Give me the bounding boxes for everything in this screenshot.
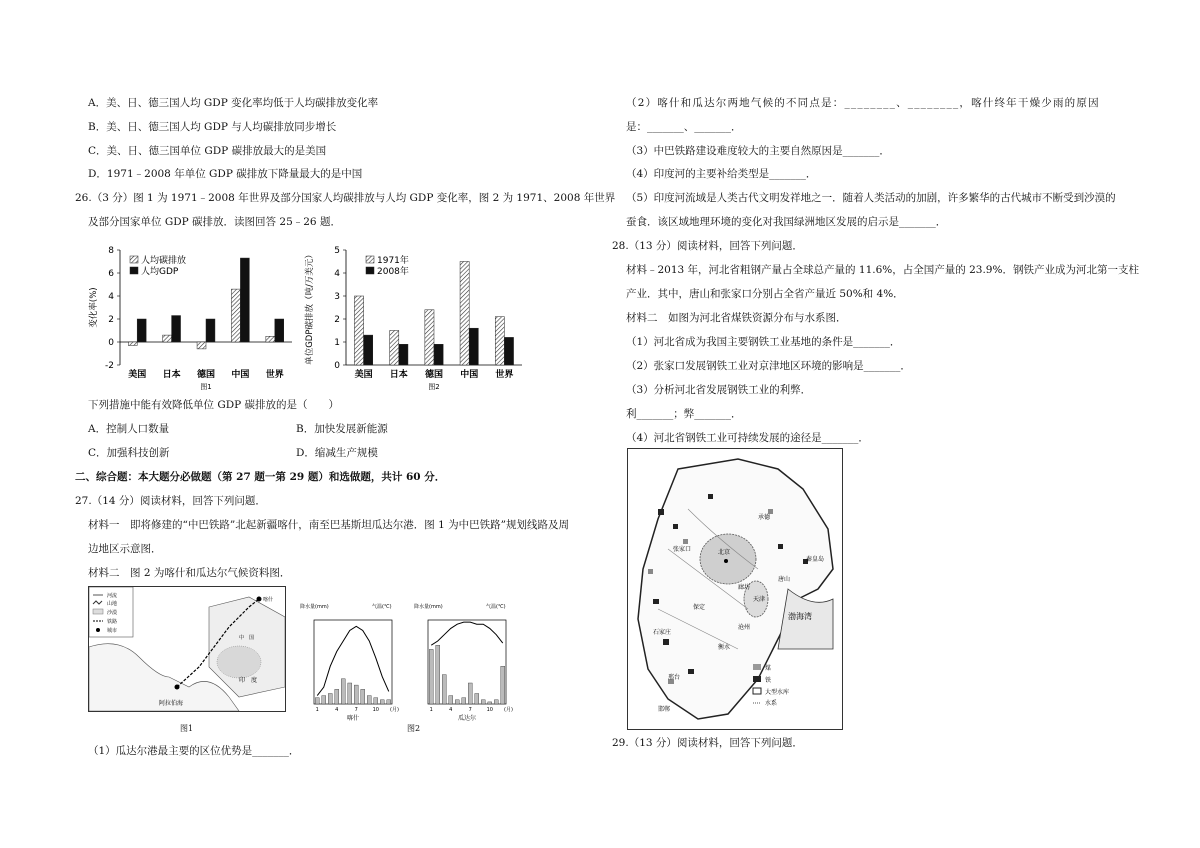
month-tick: 10 bbox=[486, 707, 493, 713]
legend-city: 城市 bbox=[107, 628, 118, 634]
climate-caption: 图2 bbox=[407, 724, 421, 733]
x-tick-label: 美国 bbox=[354, 370, 373, 380]
bar-1971年 bbox=[460, 262, 469, 366]
chart-caption: 图1 bbox=[200, 383, 212, 390]
bar-人均GDP bbox=[172, 316, 181, 342]
y-axis-label: 变化率(%) bbox=[89, 287, 99, 328]
y-tick-label: 2 bbox=[108, 315, 114, 325]
precip-bar bbox=[341, 679, 345, 704]
chart-caption: 图2 bbox=[428, 383, 440, 390]
precip-bar bbox=[315, 698, 319, 704]
precip-bar bbox=[374, 698, 378, 704]
q26-option-d: D．缩减生产规模 bbox=[296, 447, 378, 459]
legend-label: 2008年 bbox=[377, 267, 409, 277]
q28-material2: 材料二 如图为河北省煤铁资源分布与水系图． bbox=[626, 312, 847, 324]
legend-swatch bbox=[130, 256, 138, 263]
legend-label: 1971年 bbox=[377, 256, 409, 266]
hebei-map-drawing bbox=[628, 449, 842, 729]
q27-sub1: （1）瓜达尔港最主要的区位优势是_______． bbox=[88, 745, 300, 757]
legend-swatch bbox=[130, 267, 138, 274]
y-axis-label: 单位GDP碳排放（吨/万美元） bbox=[305, 250, 315, 365]
q25-option-c: C．美、日、德三国单位 GDP 碳排放最大的是美国 bbox=[88, 145, 327, 157]
q29-title: 29.（13 分）阅读材料，回答下列问题． bbox=[612, 737, 803, 749]
q25-option-d: D．1971﹣2008 年单位 GDP 碳排放下降量最大的是中国 bbox=[88, 168, 363, 180]
precip-bar bbox=[455, 700, 459, 704]
q28-sub3-answer: 利_______；弊_______． bbox=[626, 408, 742, 420]
x-tick-label: 中国 bbox=[231, 370, 250, 380]
precip-bar bbox=[468, 683, 472, 704]
q28-sub4: （4）河北省钢铁工业可持续发展的途径是_______． bbox=[626, 432, 869, 444]
q28-sub1: （1）河北省成为我国主要钢铁工业基地的条件是_______． bbox=[626, 336, 901, 348]
x-tick-label: 世界 bbox=[495, 370, 514, 380]
bar-人均碳排放 bbox=[197, 342, 206, 349]
x-tick-label: 美国 bbox=[128, 370, 147, 380]
month-tick: 1 bbox=[429, 707, 433, 713]
precip-bar bbox=[328, 694, 332, 705]
precip-bar bbox=[361, 689, 365, 704]
precip-bar bbox=[367, 696, 371, 704]
legend-label: 人均GDP bbox=[141, 267, 179, 277]
y-tick-label: 1 bbox=[334, 338, 340, 348]
map-label-cangzhou: 沧州 bbox=[738, 624, 751, 631]
legend-desert: 沙漠 bbox=[107, 610, 118, 616]
map-label-kashi: 喀什 bbox=[263, 597, 274, 603]
precip-bar bbox=[501, 666, 505, 704]
q25-option-a: A．美、日、德三国人均 GDP 变化率均低于人均碳排放变化率 bbox=[88, 97, 379, 109]
precip-bar bbox=[335, 689, 339, 704]
legend-swatch bbox=[366, 256, 374, 263]
map-label-chengde: 承德 bbox=[758, 514, 771, 521]
map-label-qinhuangdao: 秦皇岛 bbox=[806, 556, 825, 563]
map-label-tangshan: 唐山 bbox=[778, 576, 791, 583]
precip-bar bbox=[429, 649, 433, 704]
map-caption: 图1 bbox=[180, 724, 194, 733]
q26-option-b: B．加快发展新能源 bbox=[296, 423, 388, 435]
bar-人均碳排放 bbox=[163, 335, 172, 342]
precip-label: 降水量(mm) bbox=[300, 604, 329, 610]
bar-人均GDP bbox=[137, 319, 146, 342]
q28-title: 28.（13 分）阅读材料，回答下列问题． bbox=[612, 240, 803, 252]
precip-bar bbox=[348, 683, 352, 704]
map-label-sea: 阿拉伯海 bbox=[159, 700, 184, 707]
map-label-china: 中 国 bbox=[239, 635, 255, 641]
chart-1-carbon-gdp-change bbox=[86, 240, 296, 390]
legend-railway: 铁路 bbox=[107, 619, 118, 625]
y-tick-label: 4 bbox=[108, 292, 114, 302]
y-tick-label: 5 bbox=[334, 246, 340, 256]
q27-sub2-line1: （2）喀什和瓜达尔两地气候的不同点是：________、________，喀什终年干燥少雨的原因 bbox=[626, 97, 1100, 109]
month-tick: 4 bbox=[449, 707, 453, 713]
temp-label: 气温(℃) bbox=[372, 604, 392, 610]
precip-bar bbox=[322, 696, 326, 704]
q25-option-b: B．美、日、德三国人均 GDP 与人均碳排放同步增长 bbox=[88, 121, 337, 133]
y-tick-label: 6 bbox=[108, 269, 114, 279]
q28-material1-line2: 产业．其中，唐山和张家口分别占全省产量近 50%和 4%． bbox=[626, 288, 904, 300]
q26-stem-line2: 及部分国家单位 GDP 碳排放．读图回答 25﹣26 题． bbox=[88, 216, 341, 228]
precip-label: 降水量(mm) bbox=[414, 604, 443, 610]
plot-frame bbox=[314, 620, 392, 704]
x-tick-label: 德国 bbox=[196, 370, 216, 380]
map-label-beijing: 北京 bbox=[718, 549, 731, 556]
precip-bar bbox=[380, 700, 384, 704]
q26-option-a: A．控制人口数量 bbox=[88, 423, 170, 435]
q26-question: 下列措施中能有效降低单位 GDP 碳排放的是（ ） bbox=[88, 399, 340, 411]
legend-water: 水系 bbox=[765, 700, 778, 707]
month-unit: (月) bbox=[390, 707, 399, 713]
y-tick-label: 8 bbox=[108, 246, 114, 256]
bar-1971年 bbox=[354, 296, 363, 365]
q26-option-c: C．加强科技创新 bbox=[88, 447, 170, 459]
precip-bar bbox=[494, 700, 498, 704]
map-label-india: 印 度 bbox=[239, 677, 258, 684]
legend-iron: 铁 bbox=[765, 677, 772, 684]
railway-map-figure bbox=[88, 586, 286, 712]
month-tick: 7 bbox=[354, 707, 358, 713]
bar-人均GDP bbox=[240, 258, 249, 342]
y-tick-label: -2 bbox=[105, 361, 114, 371]
bar-1971年 bbox=[495, 317, 504, 365]
x-tick-label: 日本 bbox=[162, 370, 181, 380]
q27-material2: 材料二 图 2 为喀什和瓜达尔气候资料图． bbox=[88, 567, 291, 579]
map-label-tianjin: 天津 bbox=[753, 596, 766, 603]
precip-bar bbox=[481, 700, 485, 704]
bar-人均GDP bbox=[275, 319, 284, 342]
legend-swatch bbox=[366, 267, 374, 274]
q28-sub3: （3）分析河北省发展钢铁工业的利弊． bbox=[626, 384, 812, 396]
q27-sub5-line1: （5）印度河流域是人类古代文明发祥地之一．随着人类活动的加剧，许多繁华的古代城市不断受到沙漠的 bbox=[626, 192, 1116, 204]
x-tick-label: 中国 bbox=[460, 370, 479, 380]
q27-sub4: （4）印度河的主要补给类型是_______． bbox=[626, 168, 817, 180]
legend-coal: 煤 bbox=[765, 665, 772, 672]
bar-2008年 bbox=[434, 344, 443, 365]
x-tick-label: 日本 bbox=[389, 370, 408, 380]
month-tick: 10 bbox=[372, 707, 379, 713]
map-label-bohai: 渤海湾 bbox=[788, 612, 812, 621]
map-label-handan: 邯郸 bbox=[658, 706, 671, 713]
map-label-baoding: 保定 bbox=[693, 604, 706, 611]
bar-人均碳排放 bbox=[266, 336, 275, 342]
climate-chart-gwadar bbox=[410, 598, 522, 732]
map-label-xingtai: 邢台 bbox=[668, 674, 681, 681]
bar-2008年 bbox=[469, 328, 478, 365]
map-label-langfang: 廊坊 bbox=[738, 584, 751, 591]
bar-2008年 bbox=[399, 344, 408, 365]
y-tick-label: 0 bbox=[334, 361, 340, 371]
month-unit: (月) bbox=[504, 707, 513, 713]
x-tick-label: 世界 bbox=[265, 370, 284, 380]
precip-bar bbox=[387, 700, 391, 704]
hebei-resource-map bbox=[627, 448, 843, 730]
station-name: 喀什 bbox=[346, 715, 360, 722]
railway-map-drawing bbox=[89, 587, 285, 711]
y-tick-label: 3 bbox=[334, 292, 340, 302]
month-tick: 7 bbox=[468, 707, 472, 713]
x-tick-label: 德国 bbox=[424, 370, 444, 380]
bar-人均碳排放 bbox=[231, 289, 240, 342]
q26-stem-line1: 26.（3 分）图 1 为 1971﹣2008 年世界及部分国家人均碳排放与人均 GDP 变化率，图 2 为 1971、2008 年世界 bbox=[75, 192, 616, 204]
precip-bar bbox=[436, 645, 440, 704]
q27-sub5-line2: 蚕食．该区域地理环境的变化对我国绿洲地区发展的启示是_______． bbox=[626, 216, 947, 228]
bar-人均GDP bbox=[206, 319, 215, 342]
month-tick: 4 bbox=[335, 707, 339, 713]
temp-label: 气温(℃) bbox=[486, 604, 506, 610]
legend-label: 人均碳排放 bbox=[141, 256, 187, 266]
q27-material1-line1: 材料一 即将修建的“中巴铁路”北起新疆喀什，南至巴基斯坦瓜达尔港．图 1 为中巴铁路”规划线路及周 bbox=[88, 519, 569, 531]
precip-bar bbox=[475, 694, 479, 705]
climate-chart-kashi bbox=[296, 598, 408, 732]
q27-material1-line2: 边地区示意图． bbox=[88, 543, 162, 555]
map-label-shijiazhuang: 石家庄 bbox=[653, 629, 672, 636]
section-2-heading: 二、综合题：本大题分必做题（第 27 题一第 29 题）和选做题，共计 60 分． bbox=[75, 471, 446, 483]
y-tick-label: 2 bbox=[334, 315, 340, 325]
map-label-hengshui: 衡水 bbox=[718, 644, 731, 651]
bar-2008年 bbox=[504, 337, 513, 365]
precip-bar bbox=[488, 702, 492, 704]
legend-mountain: 山地 bbox=[107, 601, 118, 607]
precip-bar bbox=[462, 698, 466, 704]
legend-reservoir: 大型水库 bbox=[765, 689, 790, 696]
station-name: 瓜达尔 bbox=[457, 715, 477, 722]
month-tick: 1 bbox=[315, 707, 319, 713]
precip-bar bbox=[449, 696, 453, 704]
q28-material1-line1: 材料﹣2013 年，河北省粗钢产量占全球总产量的 11.6%，占全国产量的 23.9%．钢铁产业成为河北第一支柱 bbox=[626, 264, 1139, 276]
precip-bar bbox=[442, 675, 446, 704]
q28-sub2: （2）张家口发展钢铁工业对京津地区环境的影响是_______． bbox=[626, 360, 911, 372]
q27-title: 27.（14 分）阅读材料，回答下列问题． bbox=[75, 495, 266, 507]
chart-2-carbon-per-gdp bbox=[298, 240, 528, 390]
y-tick-label: 4 bbox=[334, 269, 340, 279]
bar-1971年 bbox=[390, 331, 399, 366]
q27-sub2-line2: 是：_______、_______． bbox=[626, 121, 742, 133]
bar-人均碳排放 bbox=[128, 342, 137, 345]
precip-bar bbox=[354, 685, 358, 704]
q27-sub3: （3）中巴铁路建设难度较大的主要自然原因是_______． bbox=[626, 145, 890, 157]
bar-1971年 bbox=[425, 310, 434, 365]
legend-river: 河流 bbox=[107, 593, 118, 599]
map-label-zhangjiakou: 张家口 bbox=[673, 546, 692, 553]
y-tick-label: 0 bbox=[108, 338, 114, 348]
bar-2008年 bbox=[364, 335, 373, 365]
